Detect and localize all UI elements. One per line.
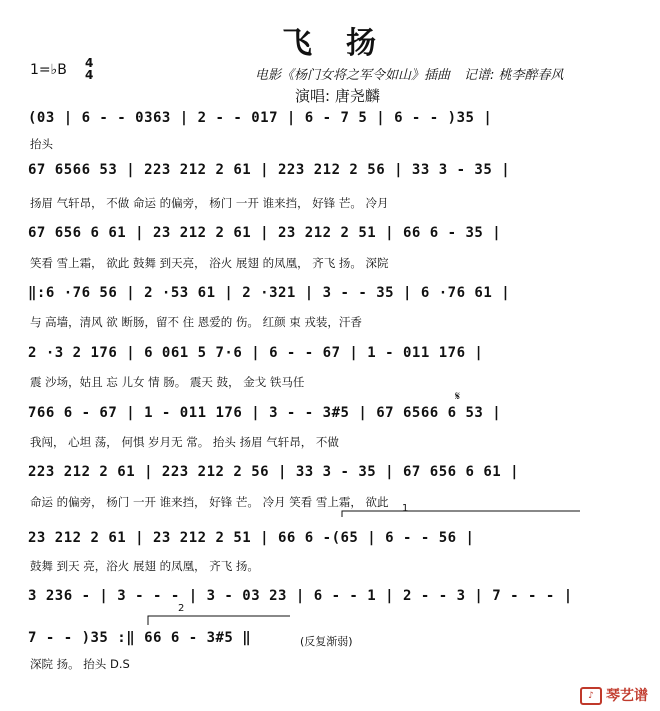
- lyrics-line-4: 与 高墙，清风 欲 断肠，留不 住 恩爱的 伤。 红颜 束 戎装，汗香: [30, 315, 362, 329]
- singer: 演唱: 唐尧麟: [295, 87, 380, 105]
- notation-line-7: 223 212 2 61 | 223 212 2 56 | 33 3 - 35 | 67 656 6 61 |: [28, 464, 520, 480]
- song-title: 飞 扬: [282, 26, 378, 61]
- volta-2-bracket: [148, 616, 290, 625]
- notation-line-3: 67 656 6 61 | 23 212 2 61 | 23 212 2 51 | 66 6 - 35 |: [28, 225, 502, 241]
- transcriber-text: 记谱: 桃李醉春风: [464, 68, 564, 83]
- lyrics-line-1: 抬头: [30, 137, 53, 151]
- notation-line-9: 3 236 - | 3 - - - | 3 - 03 23 | 6 - - 1 | 2 - - 3 | 7 - - - |: [28, 588, 573, 604]
- notation-line-2: 67 6566 53 | 223 212 2 61 | 223 212 2 56 | 33 3 - 35 |: [28, 162, 511, 178]
- source-text: 电影《杨门女将之军令如山》插曲: [255, 68, 451, 83]
- volta-1-bracket: [342, 511, 580, 517]
- time-signature: [85, 57, 93, 81]
- volta-2-label: 2: [178, 603, 185, 614]
- key-signature: 1=♭B: [30, 62, 67, 78]
- time-top: 4: [85, 56, 94, 70]
- segno-icon: 𝄋: [455, 389, 461, 403]
- notation-line-6: 766 6 - 67 | 1 - 011 176 | 3 - - 3#5 | 67 6566 6 53 |: [28, 405, 502, 421]
- notation-line-5: 2 ·3 2 176 | 6 061 5 7·6 | 6 - - 67 | 1 - 011 176 |: [28, 345, 484, 361]
- time-bottom: 4: [85, 68, 94, 82]
- watermark: [580, 685, 648, 705]
- lyrics-line-2: 扬眉 气轩昂， 不做 命运 的偏旁， 杨门 一开 谁来挡， 好锋 芒。 冷月: [30, 196, 389, 210]
- lyrics-line-7: 命运 的偏旁， 杨门 一开 谁来挡， 好锋 芒。 冷月 笑看 雪上霜， 欲此: [30, 495, 389, 509]
- volta-1-label: 1: [402, 503, 409, 514]
- lyrics-line-3: 笑看 雪上霜， 欲此 鼓舞 到天亮， 浴火 展翅 的凤凰， 齐飞 扬。 深院: [30, 256, 389, 270]
- lyrics-line-10: 深院 扬。 抬头 D.S: [30, 657, 130, 671]
- qin-logo-icon: ♪: [580, 687, 602, 705]
- notation-line-10: 7 - - )35 :‖ 66 6 - 3#5 ‖: [28, 630, 252, 646]
- watermark-text: 琴艺谱: [606, 688, 648, 704]
- lyrics-line-6: 我闯， 心坦 荡， 何惧 岁月无 常。 抬头 扬眉 气轩昂， 不做: [30, 435, 339, 449]
- song-source: [255, 64, 564, 83]
- notation-line-4: ‖:6 ·76 56 | 2 ·53 61 | 2 ·321 | 3 - - 35 | 6 ·76 61 |: [28, 285, 511, 301]
- repeat-note: (反复渐弱): [300, 635, 353, 648]
- notation-line-1: (03 | 6 - - 0363 | 2 - - 017 | 6 - 7 5 | 6 - - )35 |: [28, 110, 493, 126]
- lyrics-line-5: 震 沙场，姑且 忘 儿女 情 肠。 震天 鼓， 金戈 铁马任: [30, 375, 305, 389]
- lyrics-line-8: 鼓舞 到天 亮，浴火 展翅 的凤凰， 齐飞 扬。: [30, 559, 259, 573]
- notation-line-8: 23 212 2 61 | 23 212 2 51 | 66 6 -(65 | 6 - - 56 |: [28, 530, 475, 546]
